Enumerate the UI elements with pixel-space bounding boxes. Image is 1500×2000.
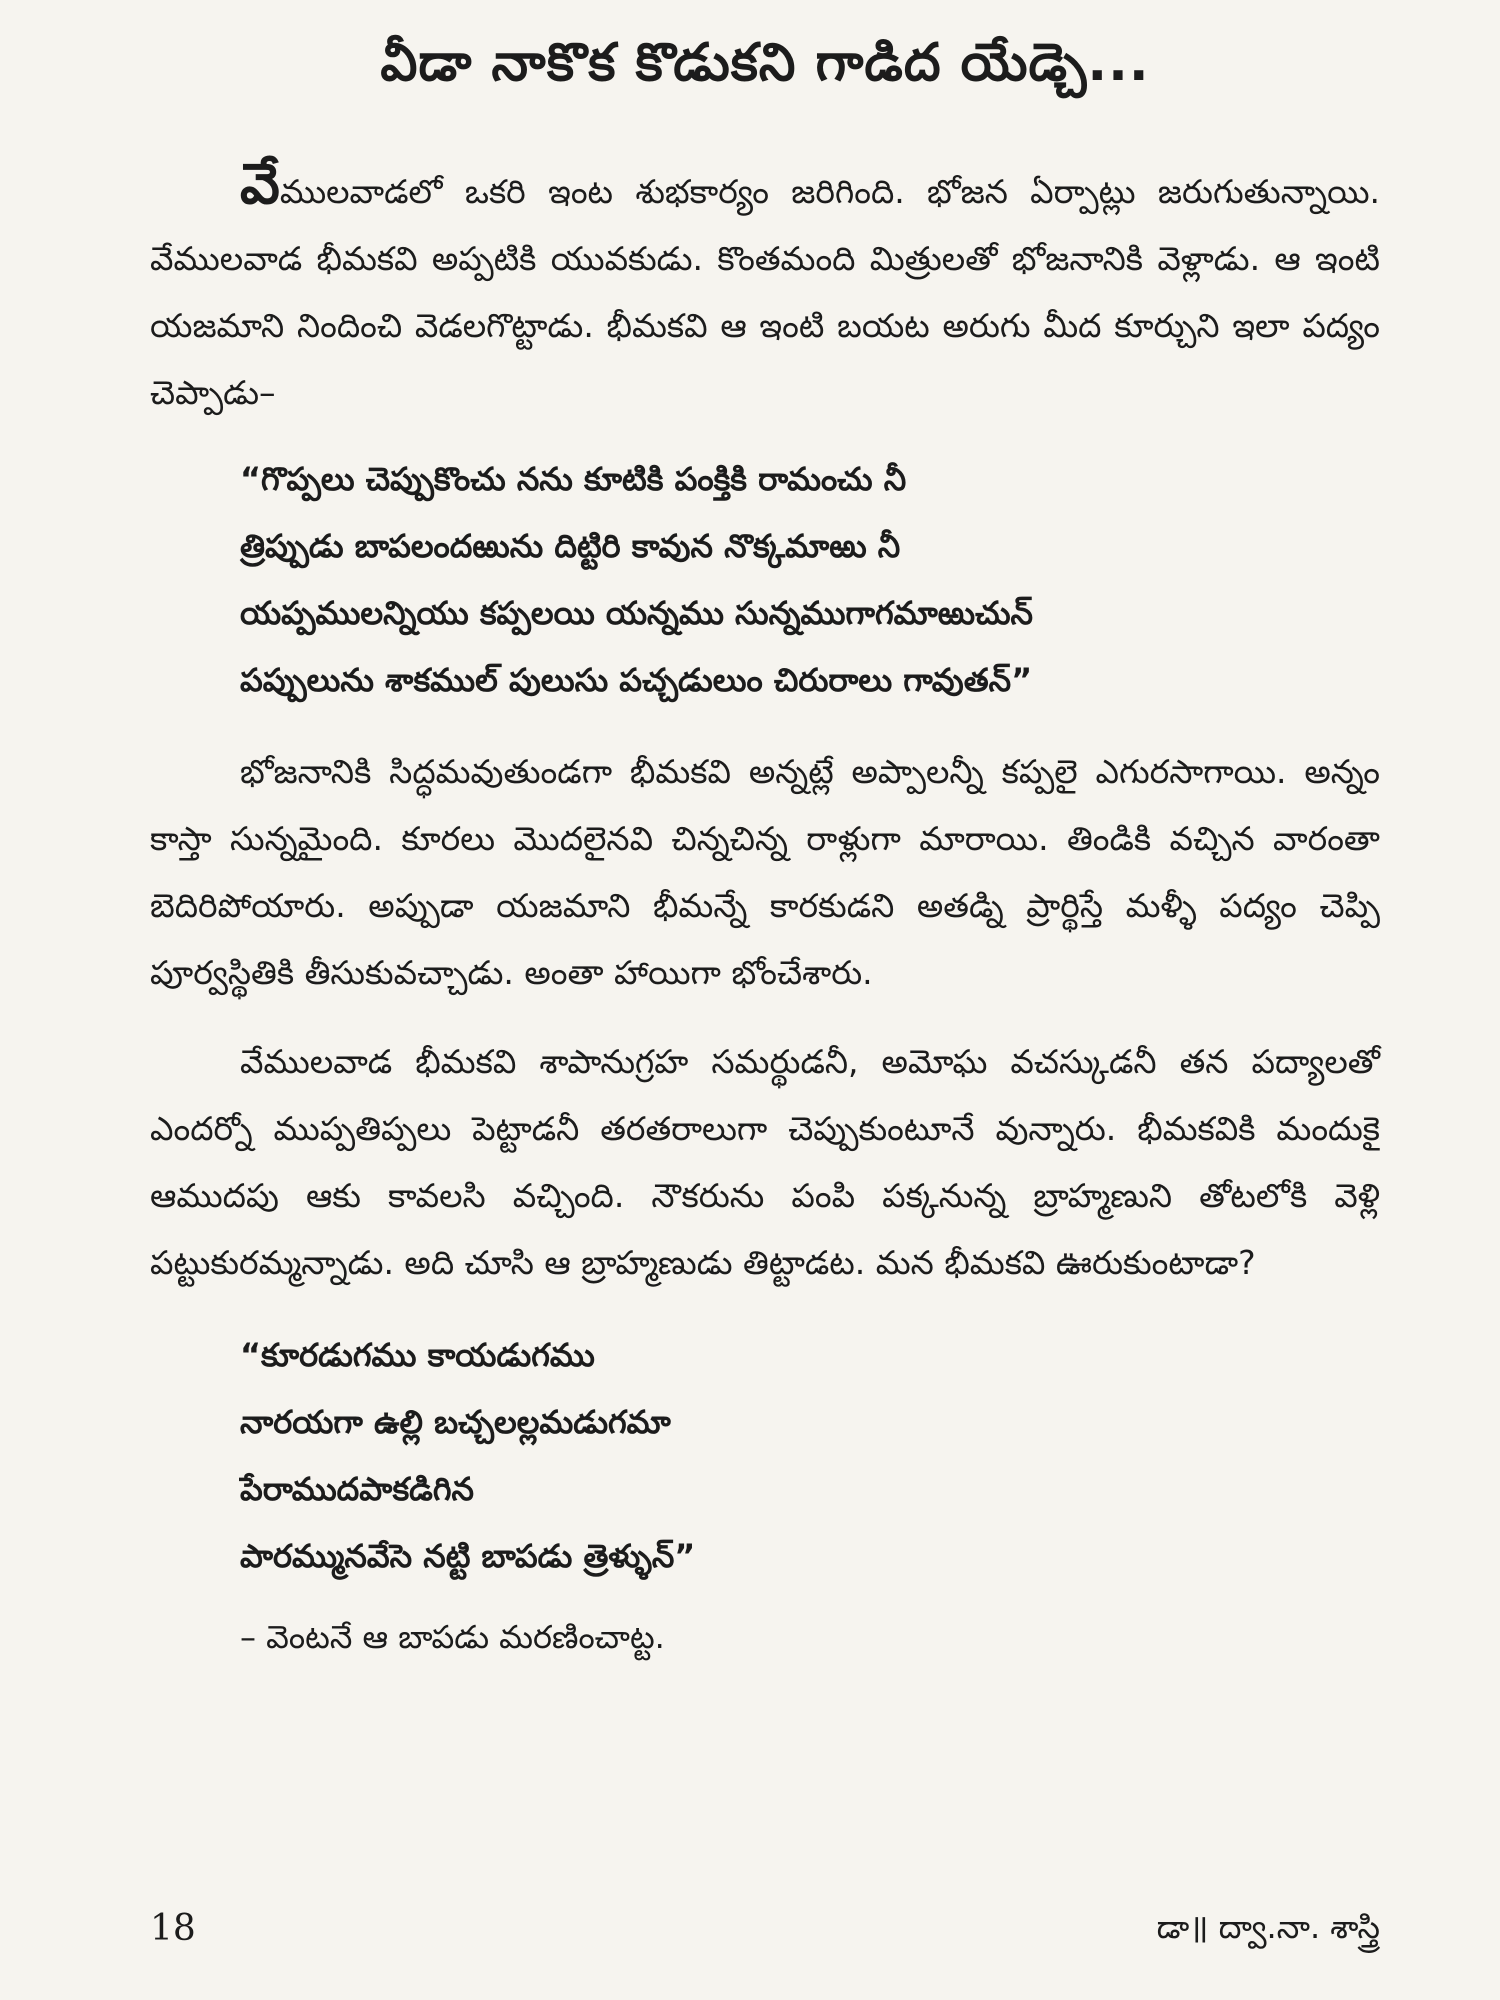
paragraph-1	[150, 152, 1380, 426]
page-title: వీడా నాకొక కొడుకని గాడిద యేడ్చె...	[380, 33, 1150, 93]
poem-2	[240, 1322, 1380, 1590]
drop-cap: వే	[240, 152, 280, 217]
footnote: – వెంటనే ఆ బాపడు మరణించాట్ట.	[240, 1618, 665, 1656]
document-page	[150, 28, 1380, 1968]
paragraph-3: వేములవాడ భీమకవి శాపానుగ్రహ సమర్థుడనీ, అమోఘ వచస్కుడనీ తన పద్యాలతో ఎందర్నో ముప్పతిప్పలు పెట్టాడనీ తరతరాలుగా చెప్పుకుంటూనే వున్నారు. భీమకవికి మందుకై ఆముదపు ఆకు కావలసి వచ్చింది. నౌకరును పంపి పక్కనున్న బ్రాహ్మణుని తోటలోకి వెళ్లి పట్టుకురమ్మన్నాడు. అది చూసి ఆ బ్రాహ్మణుడు తిట్టాడట. మన భీమకవి ఊరుకుంటాడా?	[150, 1042, 1380, 1282]
poem-2-line: “కూరడుగము కాయడుగము	[240, 1336, 595, 1374]
poem-2-line: పేరాముదపాకడిగిన	[240, 1470, 474, 1508]
page-number: 18	[150, 1908, 196, 1949]
poem-1	[240, 446, 1380, 714]
paragraph-1-text: ములవాడలో ఒకరి ఇంట శుభకార్యం జరిగింది. భోజన ఏర్పాట్లు జరుగుతున్నాయి. వేములవాడ భీమకవి అప్పటికి యువకుడు. కొంతమంది మిత్రులతో భోజనానికి వెళ్లాడు. ఆ ఇంటి యజమాని నిందించి వెడలగొట్టాడు. భీమకవి ఆ ఇంటి బయట అరుగు మీద కూర్చుని ఇలా పద్యం చెప్పాడు–	[150, 172, 1380, 412]
poem-1-line: “గొప్పలు చెప్పుకొంచు నను కూటికి పంక్తికి రామంచు నీ	[240, 460, 907, 498]
paragraph-gap	[150, 1006, 1380, 1028]
poem-2-line: పారమ్మునవేసె నట్టి బాపడు త్రెళ్ళున్”	[240, 1537, 696, 1575]
poem-2-line: నారయగా ఉల్లి బచ్చలల్లమడుగమా	[240, 1403, 671, 1441]
paragraph-2: భోజనానికి సిద్ధమవుతుండగా భీమకవి అన్నట్లే అప్పాలన్నీ కప్పలై ఎగురసాగాయి. అన్నం కాస్తా సున్నమైంది. కూరలు మొదలైనవి చిన్నచిన్న రాళ్లుగా మారాయి. తిండికి వచ్చిన వారంతా బెదిరిపోయారు. అప్పుడా యజమాని భీమన్నే కారకుడని అతడ్ని ప్రార్థిస్తే మళ్ళీ పద్యం చెప్పి పూర్వస్థితికి తీసుకువచ్చాడు. అంతా హాయిగా భోంచేశారు.	[150, 752, 1380, 992]
page-footer	[150, 1908, 1380, 1968]
poem-1-line: త్రిప్పుడు బాపలందఱును దిట్టిరి కావున నొక్కమాఱు నీ	[240, 527, 901, 565]
poem-1-line: పప్పులును శాకముల్ పులుసు పచ్చడులుం చిరురాలు గావుతన్”	[240, 661, 1033, 699]
poem-1-line: యప్పములన్నియు కప్పలయి యన్నము సున్నముగాగమాఱుచున్	[240, 594, 1033, 632]
author-name: డా॥ ద్వా.నా. శాస్త్రి	[1156, 1908, 1380, 1946]
